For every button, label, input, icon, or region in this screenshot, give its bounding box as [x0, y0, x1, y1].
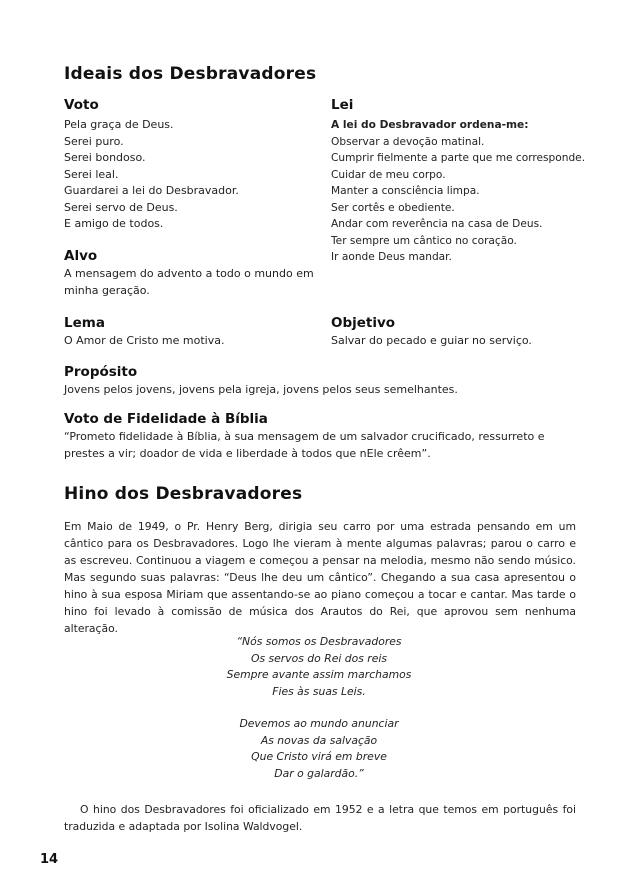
- stanza-line: Dar o galardão.”: [274, 766, 364, 780]
- stanza-line: Fies às suas Leis.: [272, 684, 366, 698]
- lei-list: [331, 117, 585, 266]
- voto-line: Serei servo de Deus.: [64, 200, 178, 214]
- stanza-line: Devemos ao mundo anunciar: [239, 717, 399, 730]
- objetivo-heading: Objetivo: [331, 315, 396, 331]
- stanza-line: As novas da salvação: [260, 733, 378, 747]
- lei-heading: Lei: [331, 97, 354, 113]
- objetivo-line: Salvar do pecado e guiar no serviço.: [331, 334, 532, 347]
- lema-line: O Amor de Cristo me motiva.: [64, 334, 225, 347]
- lei-line: Ser cortês e obediente.: [331, 201, 455, 214]
- voto-biblia-line: “Prometo fidelidade à Bíblia, à sua mensagem de um salvador crucificado, ressurreto e: [64, 430, 545, 443]
- page-number: 14: [40, 852, 59, 867]
- voto-biblia-heading: Voto de Fidelidade à Bíblia: [64, 411, 268, 427]
- lei-line: Ter sempre um cântico no coração.: [331, 234, 517, 247]
- lei-line: Andar com reverência na casa de Deus.: [331, 218, 543, 230]
- objetivo-text: [331, 333, 532, 350]
- stanza-line: Que Cristo virá em breve: [251, 750, 387, 763]
- lei-intro: A lei do Desbravador ordena-me:: [331, 119, 529, 131]
- hino-title: Hino dos Desbravadores: [64, 484, 303, 504]
- voto-biblia-text: [64, 429, 545, 462]
- voto-line: Serei leal.: [64, 167, 119, 181]
- alvo-line: minha geração.: [64, 283, 150, 297]
- hino-paragraph: Em Maio de 1949, o Pr. Henry Berg, dirigia seu carro por uma estrada pensando em um cântico para os Desbravadores. Logo lhe vieram à mente algumas palavras; parou o carro e as escreveu. Continuou a viagem e começou a pensar na melodia, mesmo não sendo músico. Mas segundo suas palavras: “Deus lhe deu um cântico”. Chegando a sua casa apresentou o hino à sua esposa Miriam que assentando-se ao piano começou a tocar e cantar. Mas tarde o hino foi levado à comissão de música dos Arautos do Rei, que aprovou sem nenhuma alteração.: [64, 520, 576, 635]
- voto-list: [64, 117, 239, 233]
- proposito-text: [64, 382, 458, 399]
- lema-text: [64, 333, 224, 350]
- voto-line: Guardarei a lei do Desbravador.: [64, 184, 239, 197]
- proposito-line: Jovens pelos jovens, jovens pela igreja, jovens pelos seus semelhantes.: [64, 383, 458, 396]
- stanza-line: Sempre avante assim marchamos: [226, 668, 412, 681]
- stanza-line: “Nós somos os Desbravadores: [236, 635, 402, 648]
- lei-line: Observar a devoção matinal.: [331, 135, 485, 148]
- hino-stanza-2: [119, 716, 519, 782]
- voto-line: Serei bondoso.: [64, 151, 146, 164]
- hino-stanza-1: [119, 634, 519, 700]
- alvo-text: [64, 266, 314, 299]
- section-title: Ideais dos Desbravadores: [64, 64, 317, 84]
- voto-biblia-line: prestes a vir; doador de vida e liberdade à todos que nEle crêem”.: [64, 446, 431, 460]
- lei-line: Cumprir fielmente a parte que me corresponde.: [331, 152, 586, 164]
- voto-line: E amigo de todos.: [64, 217, 164, 230]
- hino-closing: O hino dos Desbravadores foi oficializado em 1952 e a letra que temos em português foi traduzida e adaptada por Isolina Waldvogel.: [64, 803, 576, 833]
- lema-heading: Lema: [64, 315, 105, 331]
- lei-line: Cuidar de meu corpo.: [331, 168, 446, 181]
- voto-heading: Voto: [64, 97, 99, 113]
- voto-line: Serei puro.: [64, 134, 124, 148]
- lei-line: Ir aonde Deus mandar.: [331, 251, 452, 263]
- alvo-heading: Alvo: [64, 248, 98, 264]
- proposito-heading: Propósito: [64, 364, 138, 380]
- stanza-line: Os servos do Rei dos reis: [250, 651, 387, 665]
- lei-line: Manter a consciência limpa.: [331, 185, 480, 197]
- alvo-line: A mensagem do advento a todo o mundo em: [64, 267, 314, 280]
- voto-line: Pela graça de Deus.: [64, 118, 174, 131]
